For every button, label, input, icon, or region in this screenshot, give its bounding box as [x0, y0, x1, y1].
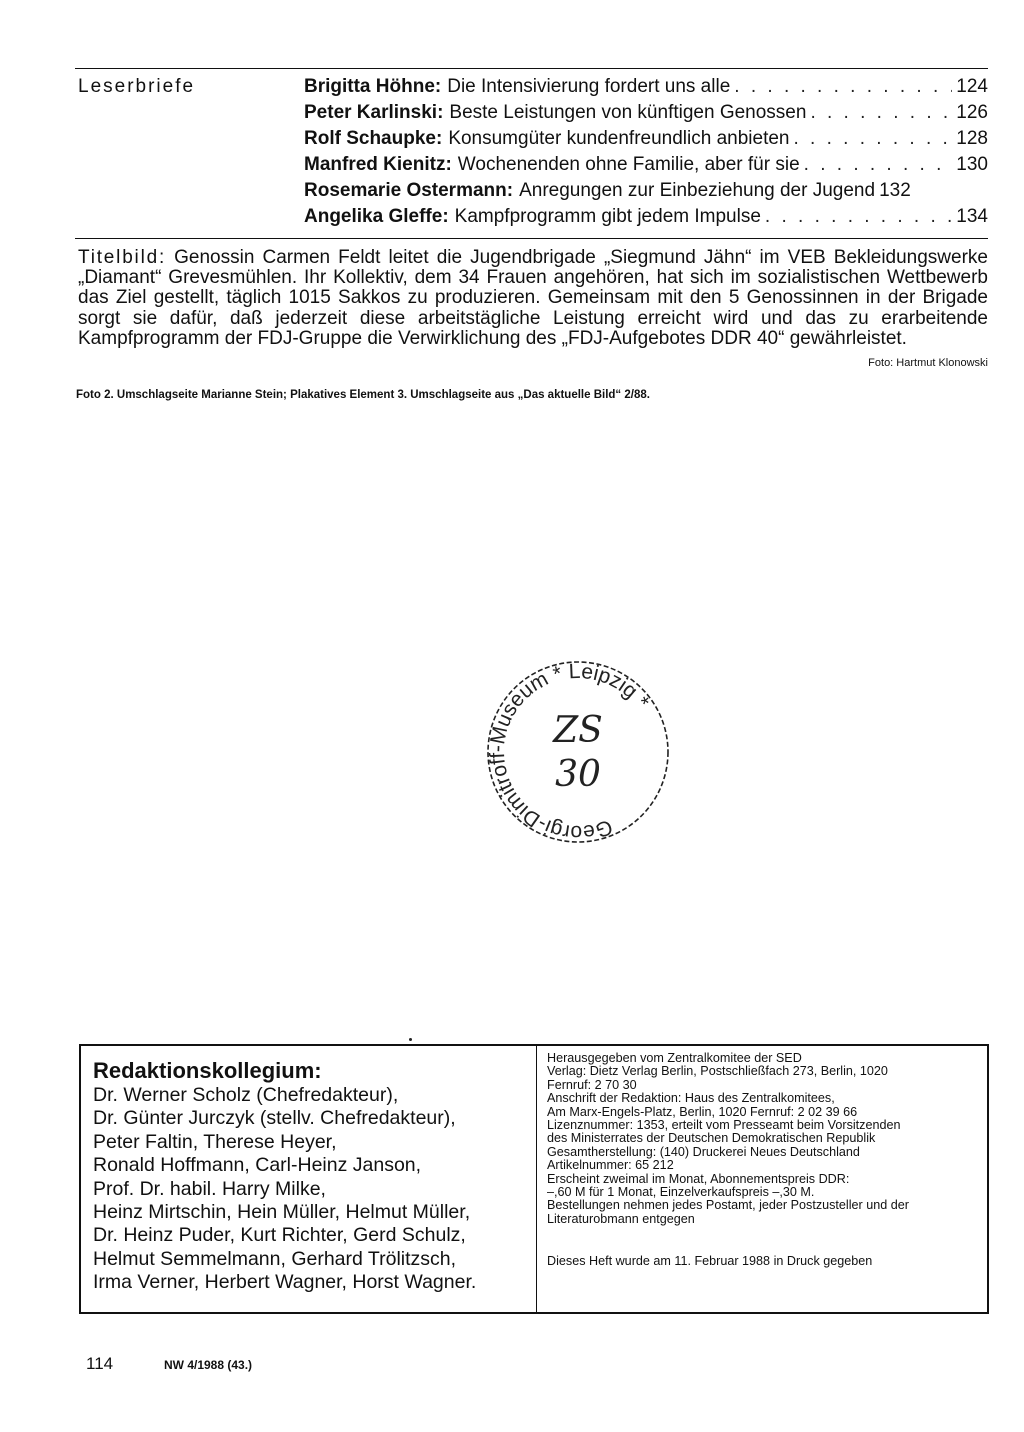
editor-line: Dr. Günter Jurczyk (stellv. Chefredakteur), [93, 1107, 456, 1130]
letter-author: Peter Karlinski: [304, 102, 444, 123]
editorial-board [81, 1046, 537, 1312]
stamp-outer-ring [488, 662, 668, 842]
publisher-line: Am Marx-Engels-Platz, Berlin, 1020 Fernruf: 2 02 39 66 [547, 1104, 858, 1119]
editor-line: Peter Faltin, Therese Heyer, [93, 1130, 337, 1153]
editorial-board-heading: Redaktionskollegium: [93, 1058, 322, 1083]
top-rule [75, 68, 988, 69]
stamp-line-1: ZS [553, 710, 603, 751]
publisher-line: Fernruf: 2 70 30 [547, 1077, 637, 1092]
editor-line: Helmut Semmelmann, Gerhard Trölitzsch, [93, 1247, 457, 1270]
publisher-line: Bestellungen nehmen jedes Postamt, jeder Postzusteller und der [547, 1198, 909, 1213]
publisher-line: Anschrift der Redaktion: Haus des Zentralkomitees, [547, 1091, 835, 1106]
publisher-line: Artikelnummer: 65 212 [547, 1158, 674, 1173]
letter-entry[interactable] [304, 76, 988, 102]
issue-reference: NW 4/1988 (43.) [164, 1358, 253, 1372]
publisher-line: Erscheint zweimal im Monat, Abonnementspreis DDR: [547, 1171, 850, 1186]
museum-stamp [478, 652, 678, 852]
publisher-line: des Ministerrates der Deutschen Demokratischen Republik [547, 1131, 876, 1146]
dot-leader [765, 206, 952, 228]
letter-entry[interactable] [304, 128, 988, 154]
letter-title: Beste Leistungen von künftigen Genossen [449, 102, 807, 123]
dot-leader [810, 102, 952, 124]
caption-label: Titelbild: [78, 247, 167, 268]
letter-page: 130 [956, 154, 988, 175]
section-label: Leserbriefe [78, 76, 196, 97]
letter-page: 126 [956, 102, 988, 123]
caption-rule [75, 238, 988, 239]
letter-title: Anregungen zur Einbeziehung der Jugend [519, 180, 876, 201]
letter-author: Rosemarie Ostermann: [304, 180, 514, 201]
stamp-line-2: 30 [555, 754, 601, 795]
stamp-ring-text: Georgi-Dimitroff-Museum * Leipzig * [485, 659, 654, 845]
cover-caption [78, 248, 988, 373]
letter-page: 132 [879, 180, 911, 201]
imprint-box [79, 1044, 989, 1314]
editor-line: Ronald Hoffmann, Carl-Heinz Janson, [93, 1154, 422, 1177]
letter-page: 128 [956, 128, 988, 149]
editor-line: Dr. Heinz Puder, Kurt Richter, Gerd Schulz, [93, 1224, 466, 1247]
publisher-line: Herausgegeben vom Zentralkomitee der SED [547, 1051, 802, 1065]
editor-line: Prof. Dr. habil. Harry Milke, [93, 1177, 326, 1200]
photo-note: Foto 2. Umschlagseite Marianne Stein; Plakatives Element 3. Umschlagseite aus „Das aktuelle Bild“ 2/88. [76, 389, 650, 401]
letter-page: 134 [956, 206, 988, 227]
letter-title: Wochenenden ohne Familie, aber für sie [457, 154, 800, 175]
letter-author: Rolf Schaupke: [304, 128, 443, 149]
print-date-note: Dieses Heft wurde am 11. Februar 1988 in Druck gegeben [547, 1254, 873, 1269]
letter-entry[interactable] [304, 180, 988, 206]
page-number: 114 [86, 1354, 114, 1373]
letter-entry[interactable] [304, 154, 988, 180]
letter-title: Kampfprogramm gibt jedem Impulse [454, 206, 761, 227]
speck [409, 1038, 412, 1041]
letters-list [304, 76, 988, 232]
caption-text: Genossin Carmen Feldt leitet die Jugendbrigade „Siegmund Jähn“ im VEB Bekleidungswerke „Diamant“ Grevesmühlen. Ihr Kollektiv, dem 34 Frauen angehören, hat sich im sozialistischen Wettbewerb das Ziel gestellt, täglich 1015 Sakkos zu produzieren. Gemeinsam mit den 5 Genossinnen in der Brigade sorgt sie dafür, daß jederzeit diese arbeitstägliche Leistung erreicht wird und das zu erarbeitende Kampfprogramm der FDJ-Gruppe die Verwirklichung des „FDJ-Aufgebotes DDR 40“ gewährleistet. [78, 247, 988, 349]
dot-leader [804, 154, 953, 176]
letter-entry[interactable] [304, 206, 988, 232]
letter-author: Angelika Gleffe: [304, 206, 449, 227]
publisher-line: Gesamtherstellung: (140) Druckerei Neues Deutschland [547, 1144, 860, 1159]
letter-author: Manfred Kienitz: [304, 154, 452, 175]
publisher-line: Lizenznummer: 1353, erteilt vom Presseamt beim Vorsitzenden [547, 1118, 901, 1133]
letter-entry[interactable] [304, 102, 988, 128]
editor-line: Heinz Mirtschin, Hein Müller, Helmut Müller, [93, 1201, 471, 1224]
editor-line: Irma Verner, Herbert Wagner, Horst Wagner. [93, 1271, 477, 1294]
editor-line: Dr. Werner Scholz (Chefredakteur), [93, 1084, 399, 1106]
letter-author: Brigitta Höhne: [304, 76, 442, 97]
photo-credit: Foto: Hartmut Klonowski [868, 357, 988, 370]
letter-title: Die Intensivierung fordert uns alle [447, 76, 731, 97]
letter-page: 124 [956, 76, 988, 97]
dot-leader [794, 128, 953, 150]
dot-leader [734, 76, 952, 98]
letter-title: Konsumgüter kundenfreundlich anbieten [448, 128, 790, 149]
publisher-line: Literaturobmann entgegen [547, 1211, 695, 1226]
publisher-line: –,60 M für 1 Monat, Einzelverkaufspreis –,30 M. [547, 1185, 815, 1200]
publisher-info [537, 1046, 987, 1312]
publisher-line: Verlag: Dietz Verlag Berlin, Postschließfach 273, Berlin, 1020 [547, 1064, 888, 1079]
